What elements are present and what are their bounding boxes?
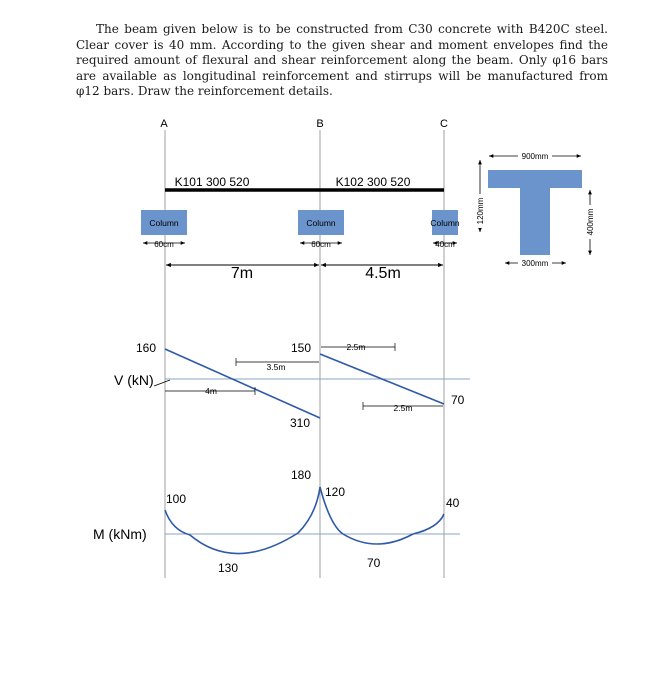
shear-dim-bc-bottom-label: 2.5m <box>393 403 413 413</box>
moment-hog-a <box>165 510 190 535</box>
t-section-shape <box>488 170 582 255</box>
span-label-ab: 7m <box>230 265 254 282</box>
beam-label-k102: K102 300 520 <box>335 175 411 189</box>
flange-width-label: 900mm <box>521 152 549 161</box>
shear-value-a: 160 <box>136 341 157 355</box>
moment-value-ab-span: 130 <box>218 561 239 575</box>
moment-value-b-right: 120 <box>325 485 346 499</box>
moment-axis-label: M (kNm) <box>93 526 147 542</box>
shear-value-c: 70 <box>451 393 465 407</box>
moment-value-b-left: 180 <box>291 468 312 482</box>
column-width-c: 40cm <box>435 240 455 249</box>
column-label-a: Column <box>149 218 179 228</box>
support-label-b: B <box>316 118 324 130</box>
shear-value-b-right: 150 <box>291 341 312 355</box>
moment-value-bc-span: 70 <box>367 556 381 570</box>
moment-value-c: 40 <box>446 496 460 510</box>
t-section <box>475 151 595 268</box>
web-width-label: 300mm <box>521 259 549 268</box>
total-height-label: 400mm <box>586 208 595 236</box>
problem-statement: The beam given below is to be constructed from C30 concrete with B420C steel. Clear cover is 40 mm. According to the given shear and moment envelopes find the required amount of flexural and shear reinforcement along the beam. Only φ16 bars are available as longitudinal reinforcement and stirrups will be manufactured from φ12 bars. Draw the reinforcement details. <box>76 22 608 98</box>
beam-label-k101: K101 300 520 <box>174 175 250 189</box>
shear-dim-bc-top-label: 2.5m <box>346 342 366 352</box>
shear-dim-ab-label: 3.5m <box>266 362 286 372</box>
shear-axis-label: V (kN) <box>114 372 154 388</box>
column-width-b: 60cm <box>311 240 331 249</box>
moment-value-a: 100 <box>166 492 187 506</box>
shear-value-b-left: 310 <box>290 416 311 430</box>
moment-sag-bc <box>343 534 413 544</box>
column-width-a: 60cm <box>154 240 174 249</box>
moment-hog-c <box>413 514 444 534</box>
moment-hog-b-left <box>298 487 320 533</box>
shear-line-ab <box>165 349 320 418</box>
column-label-b: Column <box>306 218 336 228</box>
moment-sag-ab <box>190 533 298 554</box>
support-label-a: A <box>160 118 168 130</box>
shear-dim-zero-label: 4m <box>205 386 217 396</box>
support-label-c: C <box>440 118 448 130</box>
flange-thickness-label: 120mm <box>476 197 485 225</box>
span-label-bc: 4.5m <box>365 265 401 282</box>
column-label-c: Column <box>430 218 460 228</box>
shear-label-leader <box>154 380 170 386</box>
